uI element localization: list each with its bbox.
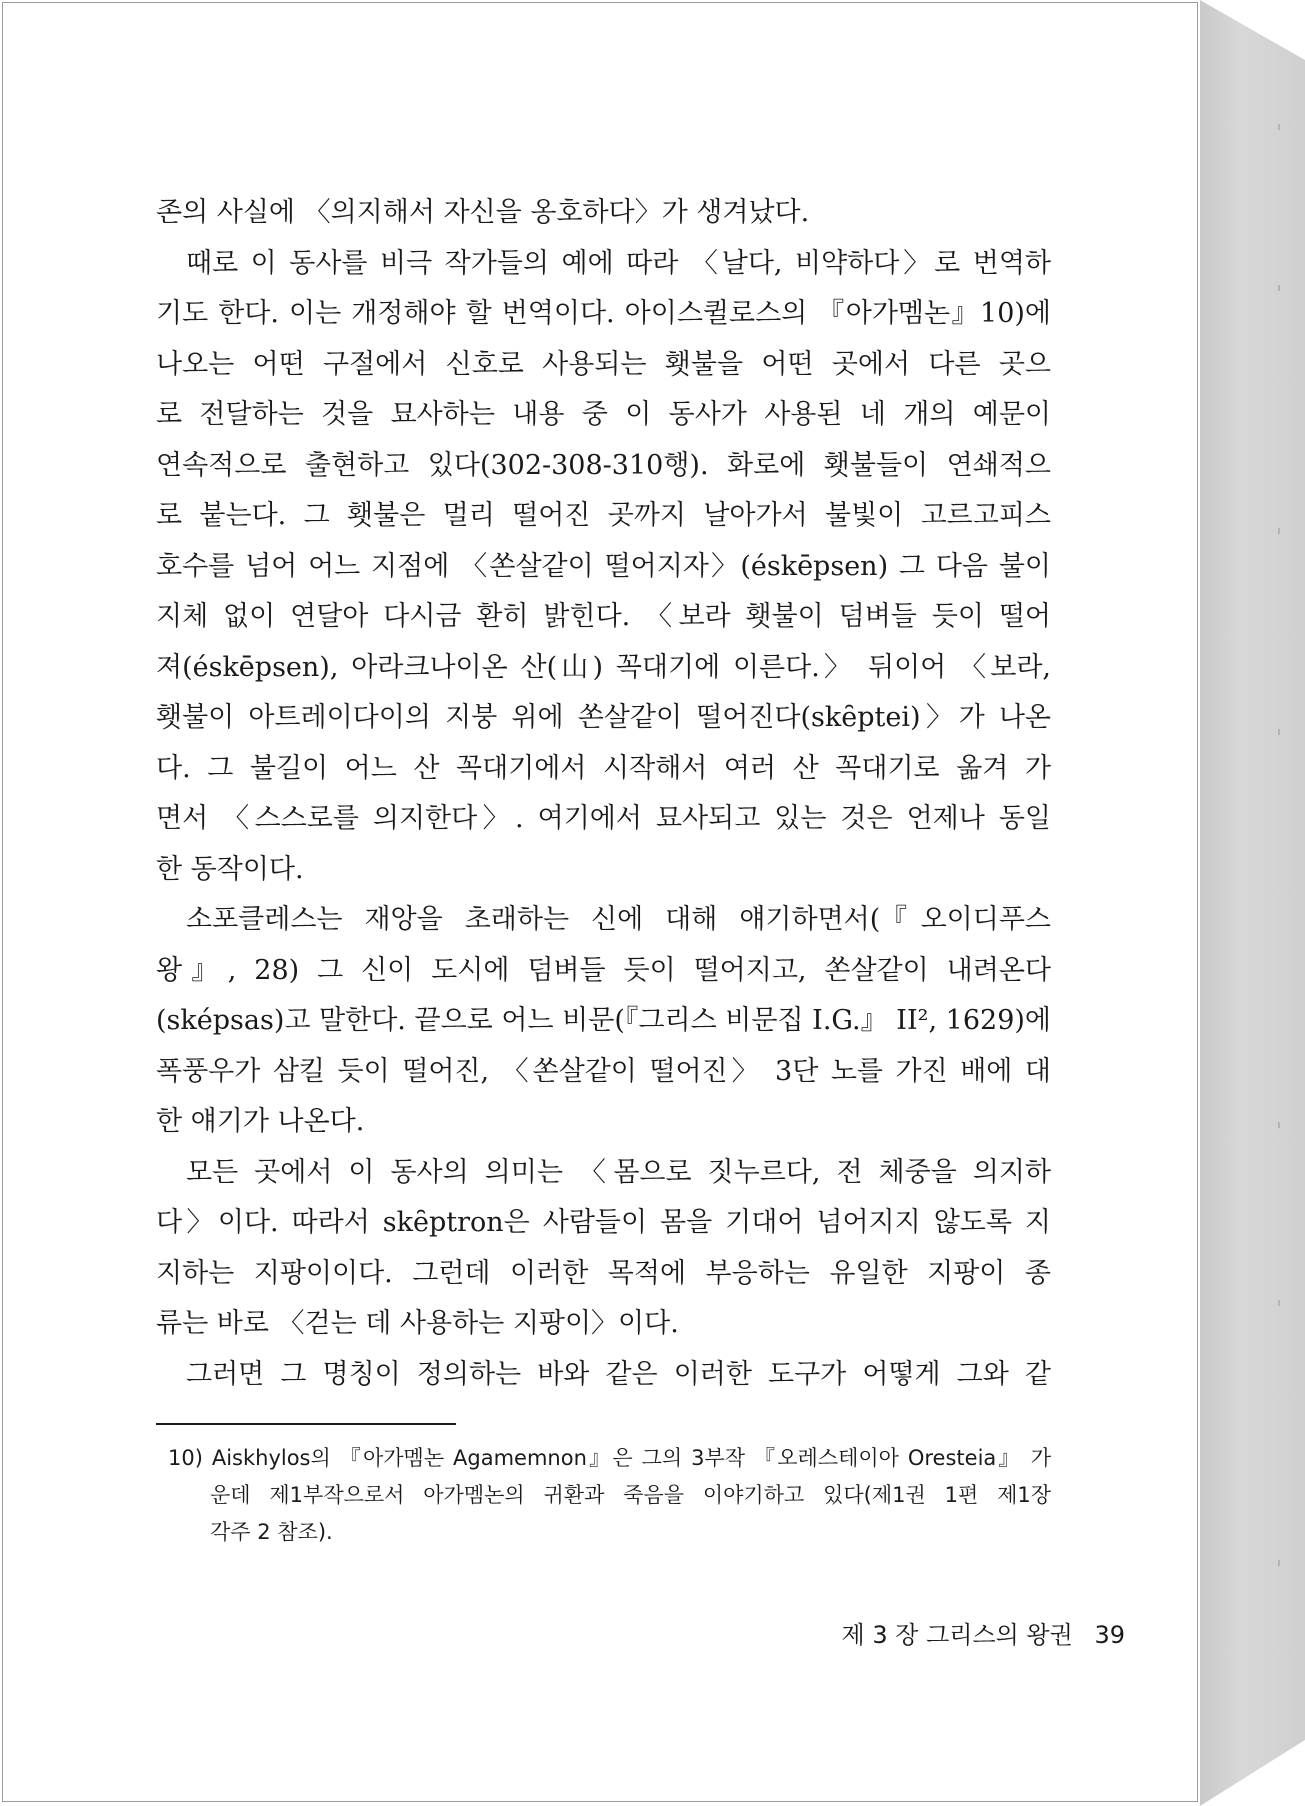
- body-line: 한 얘기가 나온다.: [156, 1106, 365, 1137]
- edge-mark: [1278, 729, 1280, 735]
- body-line: 류는 바로 〈걷는 데 사용하는 지팡이〉이다.: [156, 1308, 679, 1339]
- body-line: 연속적으로 출현하고 있다(302-308-310행). 화로에 횃불들이 연쇄적으: [156, 449, 1051, 481]
- body-line: 그러면 그 명칭이 정의하는 바와 같은 이러한 도구가 어떻게 그와 같: [186, 1358, 1051, 1390]
- edge-mark: [1278, 285, 1280, 291]
- body-line: 지하는 지팡이이다. 그런데 이러한 목적에 부응하는 유일한 지팡이 종: [156, 1257, 1051, 1289]
- body-line: 모든 곳에서 이 동사의 의미는 〈몸으로 짓누르다, 전 체중을 의지하: [186, 1156, 1051, 1188]
- body-line: 기도 한다. 이는 개정해야 할 번역이다. 아이스퀼로스의 『아가멤논』10)에: [156, 298, 1051, 329]
- edge-mark: [1278, 124, 1280, 130]
- footnote-block: [168, 1440, 1051, 1551]
- body-line: 존의 사실에 〈의지해서 자신을 옹호하다〉가 생겨났다.: [156, 197, 810, 228]
- body-line: 때로 이 동사를 비극 작가들의 예에 따라 〈날다, 비약하다〉로 번역하: [186, 247, 1051, 279]
- page-number: 39: [1094, 1621, 1125, 1649]
- edge-mark: [1278, 1122, 1280, 1128]
- body-line: 로 붙는다. 그 횃불은 멀리 떨어진 곳까지 날아가서 불빛이 고르고피스: [156, 500, 1051, 531]
- body-line: 져(éskēpsen), 아라크나이온 산(山) 꼭대기에 이른다.〉 뒤이어 〈보라,: [156, 651, 1051, 683]
- body-line: (sképsas)고 말한다. 끝으로 어느 비문(『그리스 비문집 I.G.』 II², 1629)에: [156, 1005, 1051, 1036]
- book-page-edge: [1200, 0, 1305, 1806]
- footnote-line: 10) Aiskhylos의 『아가멤논 Agamemnon』은 그의 3부작 『오레스테이아 Oresteia』 가: [168, 1446, 1051, 1470]
- chapter-title: 제 3 장 그리스의 왕권: [841, 1621, 1073, 1649]
- body-line: 다〉이다. 따라서 skȇptron은 사람들이 몸을 기대어 넘어지지 않도록 지: [156, 1207, 1051, 1238]
- body-line: 나오는 어떤 구절에서 신호로 사용되는 횃불을 어떤 곳에서 다른 곳으: [156, 348, 1051, 380]
- body-line: 폭풍우가 삼킬 듯이 떨어진, 〈쏜살같이 떨어진〉 3단 노를 가진 배에 대: [156, 1055, 1051, 1087]
- body-line: 다. 그 불길이 어느 산 꼭대기에서 시작해서 여러 산 꼭대기로 옮겨 가: [156, 752, 1051, 784]
- body-text: [156, 188, 1051, 1400]
- edge-mark: [1278, 1560, 1280, 1566]
- body-line: 소포클레스는 재앙을 초래하는 신에 대해 얘기하면서(『오이디푸스: [186, 904, 1051, 935]
- body-line: 면서 〈스스로를 의지한다〉. 여기에서 묘사되고 있는 것은 언제나 동일: [156, 803, 1051, 834]
- body-line: 로 전달하는 것을 묘사하는 내용 중 이 동사가 사용된 네 개의 예문이: [156, 399, 1051, 430]
- edge-mark: [1278, 1300, 1280, 1306]
- edge-mark: [1278, 528, 1280, 534]
- body-line: 지체 없이 연달아 다시금 환히 밝힌다. 〈보라 횃불이 덤벼들 듯이 떨어: [156, 601, 1051, 632]
- body-line: 호수를 넘어 어느 지점에 〈쏜살같이 떨어지자〉(éskēpsen) 그 다음 불이: [156, 550, 1051, 582]
- body-line: 한 동작이다.: [156, 853, 304, 885]
- running-footer: [828, 1615, 1125, 1650]
- body-line: 왕』, 28) 그 신이 도시에 덤벼들 듯이 떨어지고, 쏜살같이 내려온다: [156, 954, 1051, 986]
- footnote-line: 각주 2 참조).: [210, 1520, 333, 1544]
- footnote-line: 운데 제1부작으로서 아가멤논의 귀환과 죽음을 이야기하고 있다(제1권 1편 제1장: [210, 1483, 1051, 1507]
- footnote-divider: [156, 1423, 456, 1425]
- body-line: 횃불이 아트레이다이의 지붕 위에 쏜살같이 떨어진다(skȇptei)〉가 나온: [156, 702, 1051, 733]
